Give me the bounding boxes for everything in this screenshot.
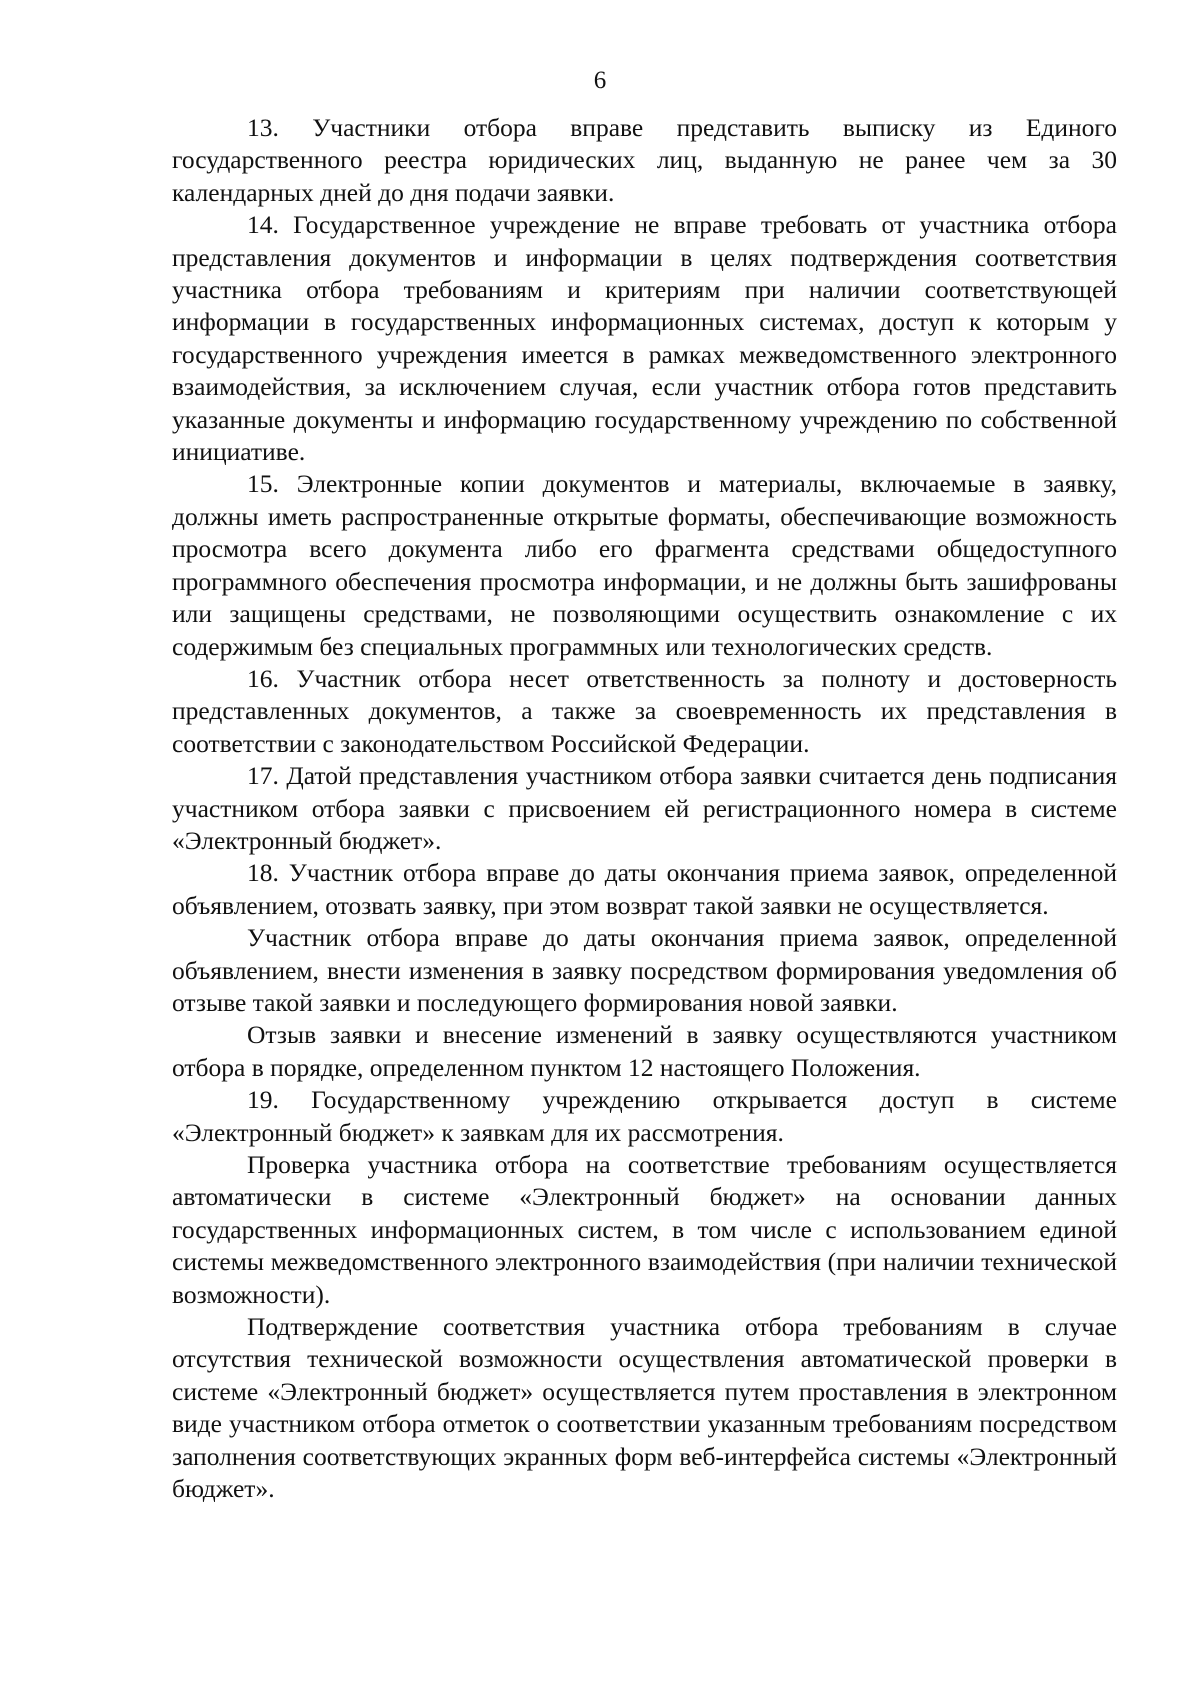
paragraph-14: 14. Государственное учреждение не вправе требовать от участника отбора представления документов и информации в целях подтверждения соответствия участника отбора требованиям и критериям при наличии соответствующей информации в государственных информационных системах, доступ к которым у государственного учреждения имеется в рамках межведомственного электронного взаимодействия, за исключением случая, если участник отбора готов представить указанные документы и информацию государственному учреждению по собственной инициативе. (172, 210, 1117, 467)
paragraph-18-withdrawal: Отзыв заявки и внесение изменений в заявку осуществляются участником отбора в порядке, определенном пунктом 12 настоящего Положения. (172, 1020, 1117, 1082)
paragraph-18: 18. Участник отбора вправе до даты окончания приема заявок, определенной объявлением, отозвать заявку, при этом возврат такой заявки не осуществляется. (172, 858, 1117, 920)
paragraph-19-verification: Проверка участника отбора на соответствие требованиям осуществляется автоматически в системе «Электронный бюджет» на основании данных государственных информационных систем, в том числе с использованием единой системы межведомственного электронного взаимодействия (при наличии технической возможности). (172, 1150, 1117, 1309)
paragraph-15: 15. Электронные копии документов и материалы, включаемые в заявку, должны иметь распространенные открытые форматы, обеспечивающие возможность просмотра всего документа либо его фрагмента средствами общедоступного программного обеспечения просмотра информации, и не должны быть зашифрованы или защищены средствами, не позволяющими осуществить ознакомление с их содержимым без специальных программных или технологических средств. (172, 469, 1117, 661)
paragraph-19: 19. Государственному учреждению открывается доступ в системе «Электронный бюджет» к заявкам для их рассмотрения. (172, 1085, 1117, 1147)
paragraph-13: 13. Участники отбора вправе представить выписку из Единого государственного реестра юридических лиц, выданную не ранее чем за 30 календарных дней до дня подачи заявки. (172, 113, 1117, 207)
page-number: 6 (593, 67, 607, 94)
paragraph-19-confirmation: Подтверждение соответствия участника отбора требованиям в случае отсутствия технической возможности осуществления автоматической проверки в системе «Электронный бюджет» осуществляется путем проставления в электронном виде участником отбора отметок о соответствии указанным требованиям посредством заполнения соответствующих экранных форм веб-интерфейса системы «Электронный бюджет». (172, 1312, 1117, 1504)
paragraph-18-amendment: Участник отбора вправе до даты окончания приема заявок, определенной объявлением, внести изменения в заявку посредством формирования уведомления об отзыве такой заявки и последующего формирования новой заявки. (172, 923, 1117, 1017)
paragraph-17: 17. Датой представления участником отбора заявки считается день подписания участником отбора заявки с присвоением ей регистрационного номера в системе «Электронный бюджет». (172, 761, 1117, 855)
document-body (172, 112, 1117, 1505)
paragraph-16: 16. Участник отбора несет ответственность за полноту и достоверность представленных документов, а также за своевременность их представления в соответствии с законодательством Российской Федерации. (172, 663, 1117, 758)
